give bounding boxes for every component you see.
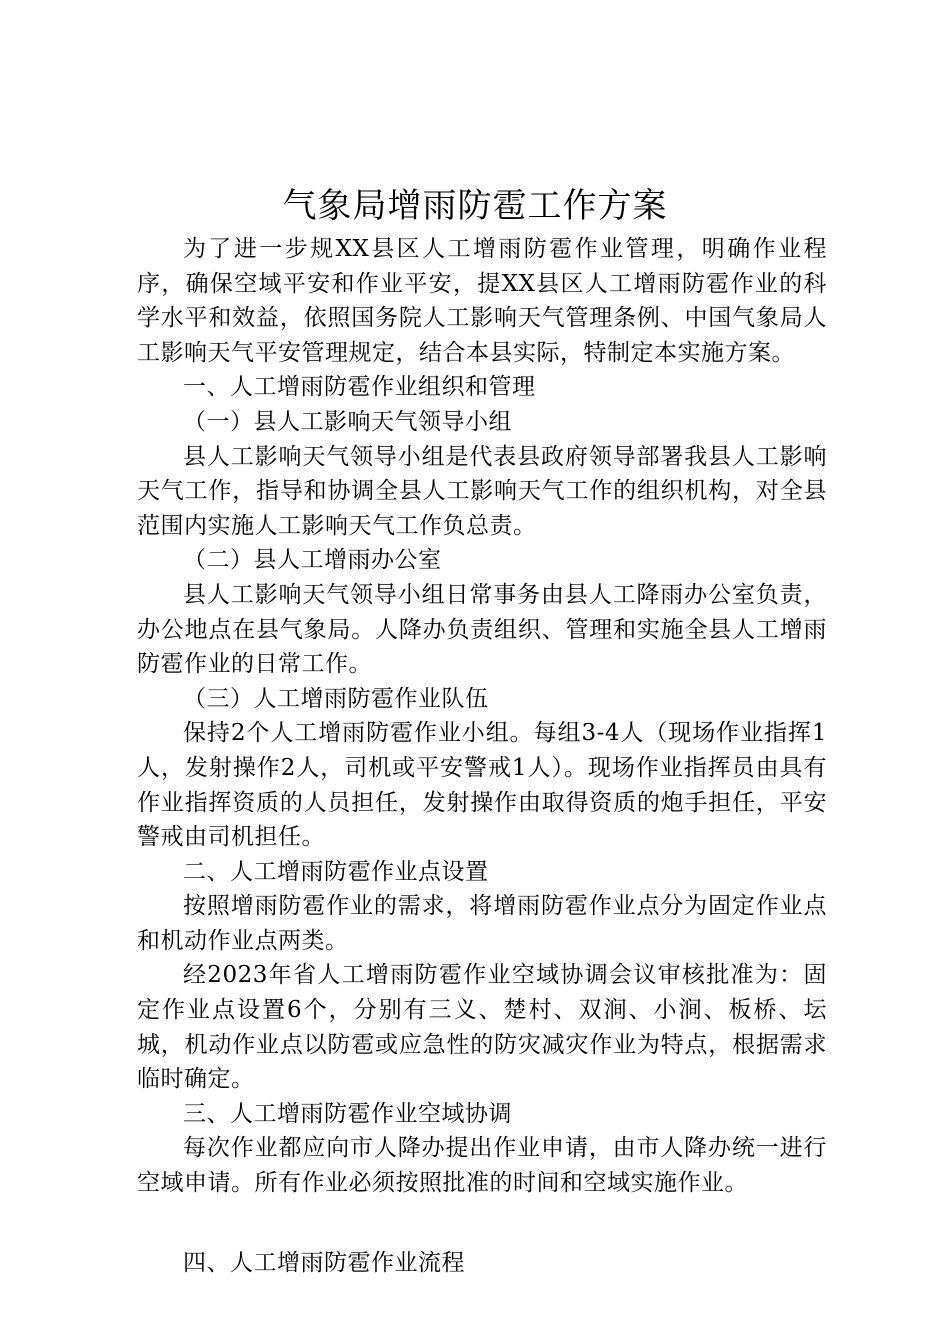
section-2-heading: 二、人工增雨防雹作业点设置 <box>183 858 489 885</box>
section-2-paragraph-2: 经2023年省人工增雨防雹作业空域协调会议审核批准为：固定作业点设置6个，分别有三义、楚村、双涧、小涧、板桥、坛城，机动作业点以防雹或应急性的防灾减灾作业为特点，根据需求临时确定。 <box>137 962 827 1093</box>
section-2-paragraph-1: 按照增雨防雹作业的需求，将增雨防雹作业点分为固定作业点和机动作业点两类。 <box>137 893 827 954</box>
document-title: 气象局增雨防雹工作方案 <box>282 186 668 226</box>
section-1-heading: 一、人工增雨防雹作业组织和管理 <box>183 374 536 401</box>
section-3-heading: 三、人工增雨防雹作业空域协调 <box>183 1100 512 1127</box>
subsection-1-2-heading: （二）县人工增雨办公室 <box>183 547 442 574</box>
subsection-1-1-paragraph: 县人工影响天气领导小组是代表县政府领导部署我县人工影响天气工作，指导和协调全县人工影响天气工作的组织机构，对全县范围内实施人工影响天气工作负总责。 <box>137 443 827 539</box>
section-3-paragraph: 每次作业都应向市人降办提出作业申请，由市人降办统一进行空域申请。所有作业必须按照批准的时间和空域实施作业。 <box>137 1135 827 1197</box>
intro-paragraph: 为了进一步规XX县区人工增雨防雹作业管理，明确作业程序，确保空域平安和作业平安，提XX县区人工增雨防雹作业的科学水平和效益，依照国务院人工影响天气管理条例、中国气象局人工影响天气平安管理规定，结合本县实际，特制定本实施方案。 <box>137 236 827 366</box>
subsection-1-3-heading: （三）人工增雨防雹作业队伍 <box>183 685 489 712</box>
document-body <box>137 232 827 1280</box>
subsection-1-2-paragraph: 县人工影响天气领导小组日常事务由县人工降雨办公室负责，办公地点在县气象局。人降办负责组织、管理和实施全县人工增雨防雹作业的日常工作。 <box>137 581 827 678</box>
subsection-1-3-paragraph: 保持2个人工增雨防雹作业小组。每组3-4人（现场作业指挥1人，发射操作2人，司机或平安警戒1人）。现场作业指挥员由具有作业指挥资质的人员担任，发射操作由取得资质的炮手担任，平安警戒由司机担任。 <box>137 720 827 851</box>
section-4-heading: 四、人工增雨防雹作业流程 <box>183 1249 465 1276</box>
subsection-1-1-heading: （一）县人工影响天气领导小组 <box>183 408 512 435</box>
